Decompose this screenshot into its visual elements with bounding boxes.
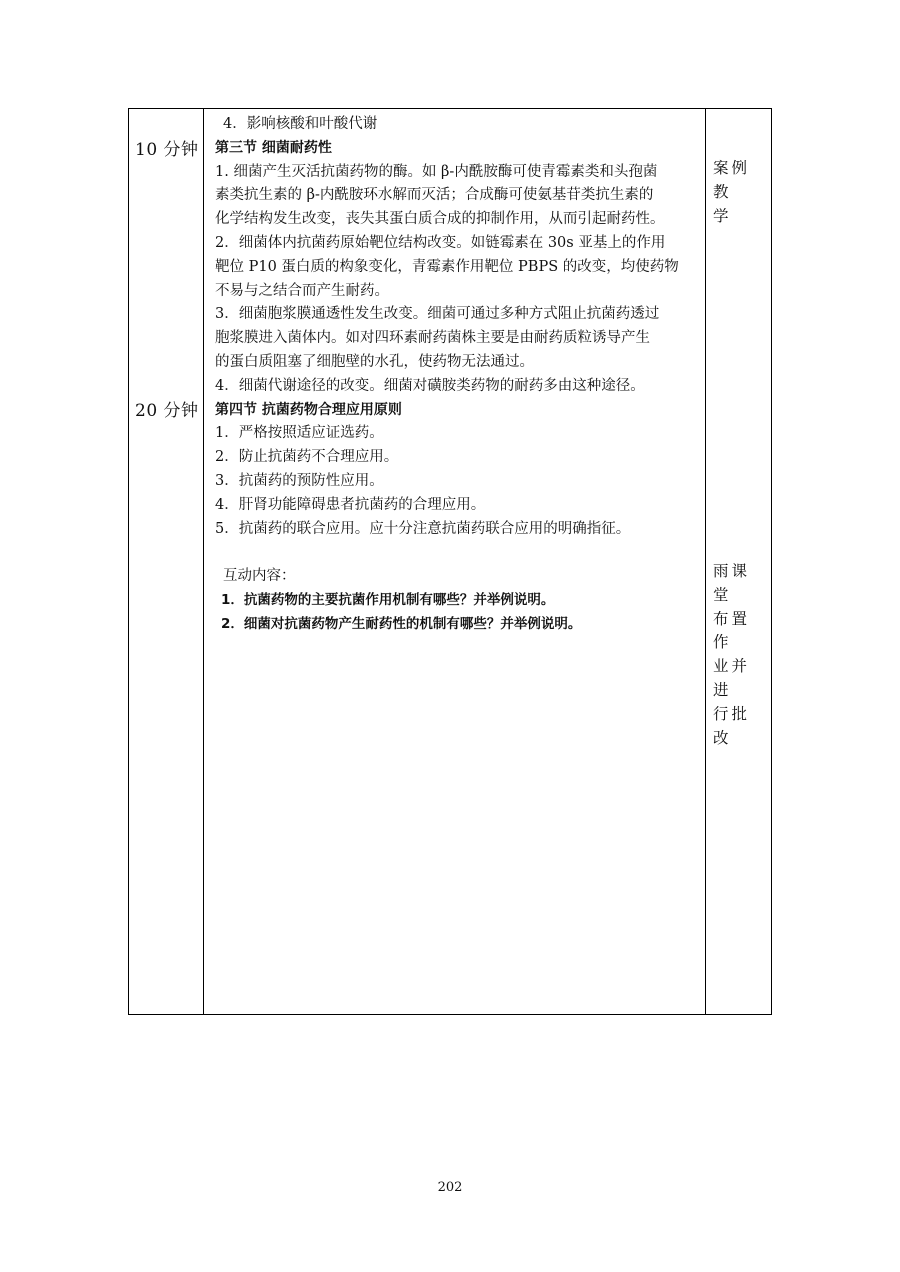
column-divider-left: [203, 109, 204, 1014]
section-heading-3: 第三节 细菌耐药性: [215, 139, 332, 156]
content-line: 4．影响核酸和叶酸代谢: [223, 116, 378, 132]
content-line: 靶位 P10 蛋白质的构象变化，青霉素作用靶位 PBPS 的改变，均使药物: [215, 258, 679, 275]
content-line: 4．细菌代谢途径的改变。细菌对磺胺类药物的耐药多由这种途径。: [215, 377, 645, 394]
content-line: 2．细菌体内抗菌药原始靶位结构改变。如链霉素在 30s 亚基上的作用: [215, 234, 666, 251]
question-2: 2．细菌对抗菌药物产生耐药性的机制有哪些？并举例说明。: [221, 615, 582, 632]
content-line: 3．细菌胞浆膜通透性发生改变。细菌可通过多种方式阻止抗菌药透过: [215, 306, 660, 323]
column-divider-right: [705, 109, 706, 1014]
method-line: 学: [713, 206, 732, 225]
lesson-content: [215, 113, 701, 637]
interaction-label: 互动内容：: [223, 568, 296, 585]
method-line: 雨课堂: [713, 562, 751, 604]
lesson-plan-table: [128, 108, 772, 1015]
content-line: 化学结构发生改变，丧失其蛋白质合成的抑制作用，从而引起耐药性。: [215, 211, 665, 228]
content-line: 1．严格按照适应证选药。: [215, 425, 384, 442]
teaching-method-case: [713, 157, 767, 228]
method-line: 行批改: [713, 704, 751, 747]
method-line: 业并进: [713, 657, 751, 699]
teaching-method-homework: [713, 560, 767, 750]
spacer: [215, 541, 701, 565]
content-line: 胞浆膜进入菌体内。如对四环素耐药菌株主要是由耐药质粒诱导产生: [215, 330, 650, 347]
content-line: 不易与之结合而产生耐药。: [215, 282, 389, 299]
method-line: 案例教: [713, 159, 751, 201]
content-line: 1. 细菌产生灭活抗菌药物的酶。如 β-内酰胺酶可使青霉素类和头孢菌: [215, 163, 658, 180]
section-heading-4: 第四节 抗菌药物合理应用原则: [215, 401, 402, 418]
content-line: 的蛋白质阻塞了细胞壁的水孔，使药物无法通过。: [215, 353, 534, 370]
content-line: 4．肝肾功能障碍患者抗菌药的合理应用。: [215, 496, 486, 513]
content-line: 5．抗菌药的联合应用。应十分注意抗菌药联合应用的明确指征。: [215, 520, 631, 537]
time-slot-20min: 20 分钟: [135, 401, 199, 421]
content-line: 素类抗生素的 β-内酰胺环水解而灭活；合成酶可使氨基苷类抗生素的: [215, 187, 654, 204]
question-1: 1．抗菌药物的主要抗菌作用机制有哪些？并举例说明。: [221, 591, 555, 608]
time-slot-10min: 10 分钟: [135, 140, 199, 160]
content-line: 2．防止抗菌药不合理应用。: [215, 449, 399, 466]
method-line: 布置作: [713, 609, 751, 652]
content-line: 3．抗菌药的预防性应用。: [215, 472, 384, 489]
page-number: 202: [437, 1180, 463, 1195]
